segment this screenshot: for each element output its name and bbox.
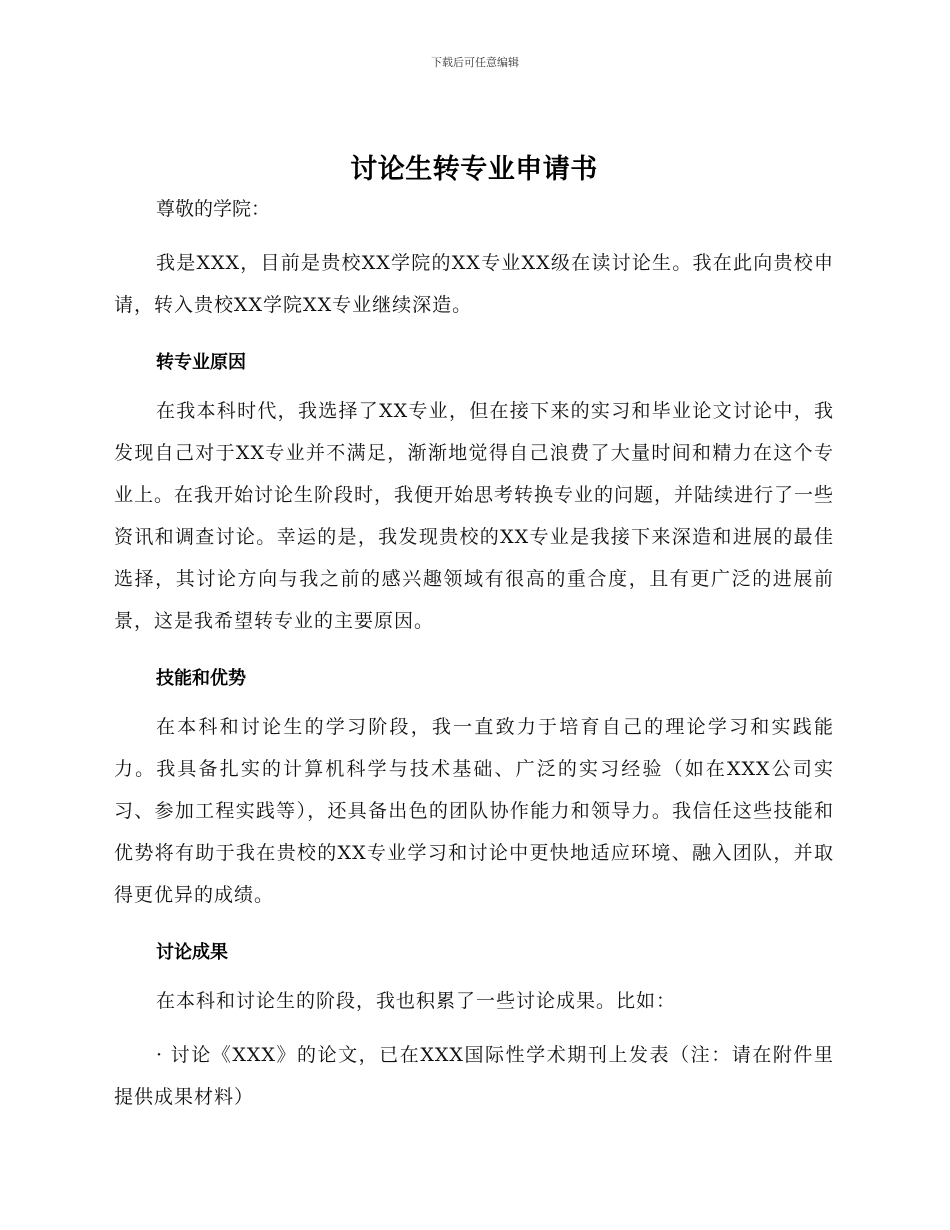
document-title: 讨论生转专业申请书 [350,154,598,185]
intro-paragraph: 我是XXX，目前是贵校XX学院的XX专业XX级在读讨论生。我在此向贵校申请，转入贵校XX学院XX专业继续深造。 [114,252,834,316]
salutation: 尊敬的学院： [156,198,271,220]
section-heading-reason: 转专业原因 [156,352,246,373]
section-body-achievements: 在本科和讨论生的阶段，我也积累了一些讨论成果。比如： [156,990,677,1012]
section-heading-achievements: 讨论成果 [156,942,228,963]
section-body-skills: 在本科和讨论生的学习阶段，我一直致力于培育自己的理论学习和实践能力。我具备扎实的计算机科学与技术基础、广泛的实习经验（如在XXX公司实习、参加工程实践等），还具备出色的团队协作能力和领导力。我信任这些技能和优势将有助于我在贵校的XX专业学习和讨论中更快地适应环境、融入团队，并取得更优异的成绩。 [114,716,834,906]
header-note: 下载后可任意编辑 [431,56,519,69]
section-body-reason: 在我本科时代，我选择了XX专业，但在接下来的实习和毕业论文讨论中，我发现自己对于XX专业并不满足，渐渐地觉得自己浪费了大量时间和精力在这个专业上。在我开始讨论生阶段时，我便开始思考转换专业的问题，并陆续进行了一些资讯和调查讨论。幸运的是，我发现贵校的XX专业是我接下来深造和进展的最佳选择，其讨论方向与我之前的感兴趣领域有很高的重合度，且有更广泛的进展前景，这是我希望转专业的主要原因。 [114,400,835,632]
section-heading-skills: 技能和优势 [156,668,246,689]
document-body [114,150,834,1118]
achievement-list-item: · 讨论《XXX》的论文，已在XXX国际性学术期刊上发表（注：请在附件里提供成果材料） [114,1044,834,1108]
